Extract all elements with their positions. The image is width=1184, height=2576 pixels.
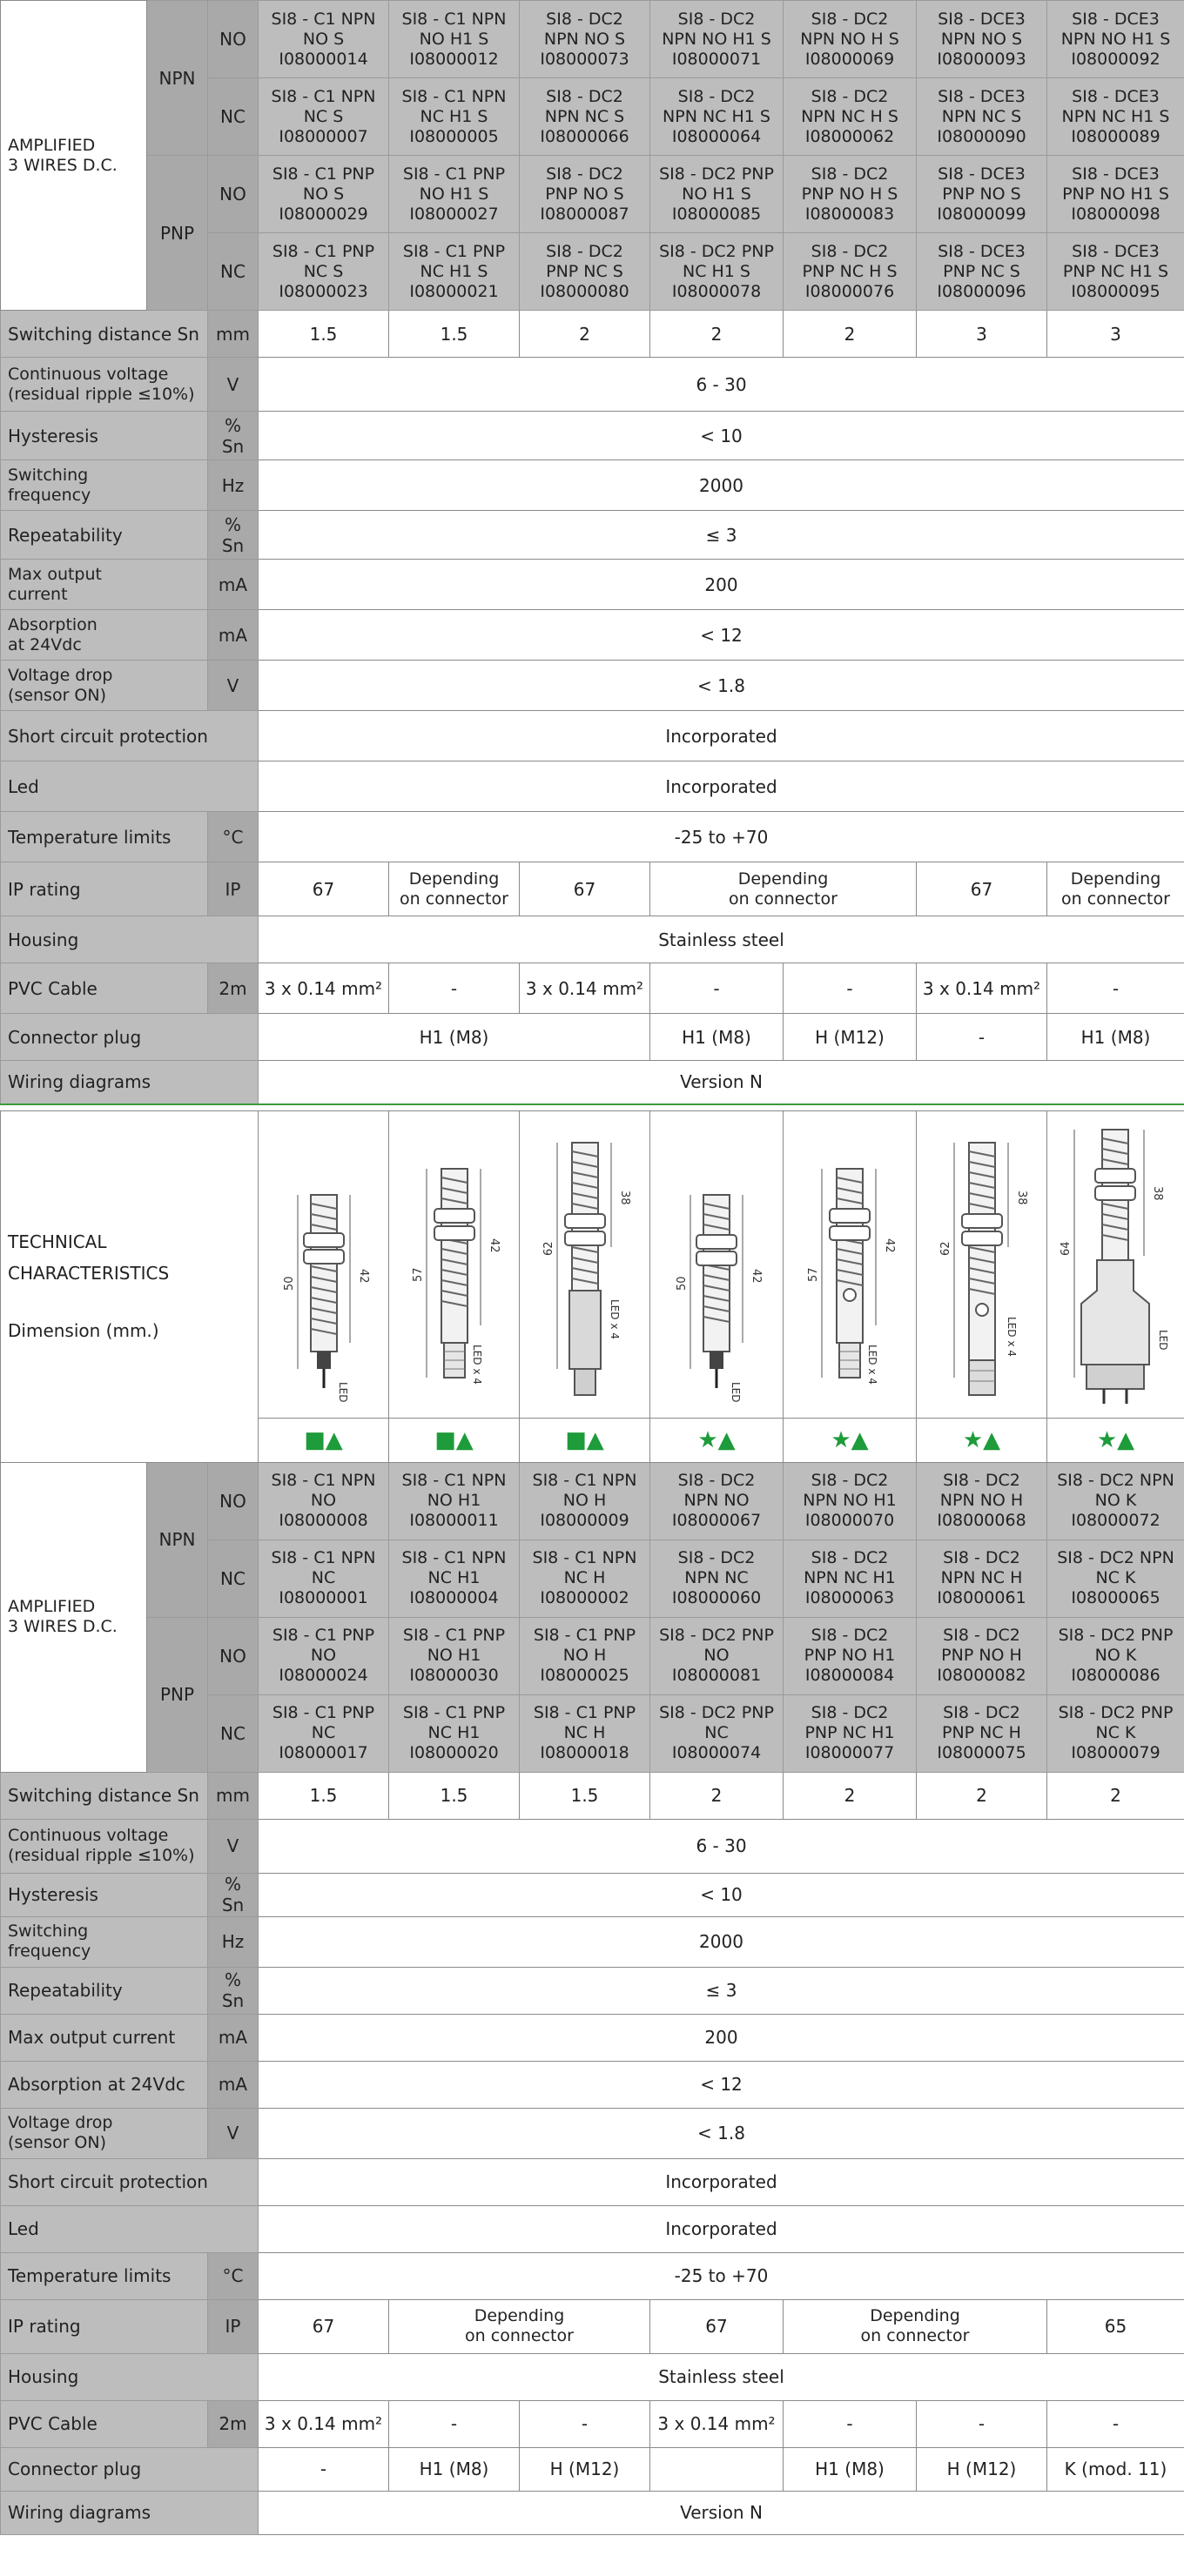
model-code: SI8 - DCE3 PNP NC H1 S I08000095 [1047,233,1184,311]
unit: % Sn [208,1967,259,2014]
cable-value: - [389,2400,520,2447]
plug-value: - [259,2447,389,2491]
sn-value: 3 [1047,311,1184,358]
model-code: SI8 - DC2 NPN NC H1 I08000063 [784,1540,917,1617]
wiring-value: Version N [259,1061,1184,1104]
nc-label: NC [208,78,259,156]
model-code: SI8 - DC2 PNP NC K I08000079 [1047,1694,1184,1772]
unit: mm [208,1772,259,1819]
cable-value: 3 x 0.14 mm² [259,963,389,1014]
sn-value: 2 [784,311,917,358]
cable-value: - [1047,2400,1184,2447]
row-label: Voltage drop (sensor ON) [1,2108,208,2158]
max-output-value: 200 [259,2014,1184,2061]
row-label: Switching distance Sn [1,1772,208,1819]
model-code: SI8 - DC2 PNP NO H1 S I08000085 [650,156,784,233]
cable-value: 3 x 0.14 mm² [650,2400,784,2447]
row-label: Led [1,2205,259,2252]
model-code: SI8 - DC2 PNP NO H S I08000083 [784,156,917,233]
row-label: Hysteresis [1,412,208,460]
plug-value: K (mod. 11) [1047,2447,1184,2491]
ip-value: Depending on connector [650,862,917,916]
absorption-value: < 12 [259,2061,1184,2108]
max-output-value: 200 [259,560,1184,610]
cable-value: 3 x 0.14 mm² [520,963,650,1014]
cable-value: - [389,963,520,1014]
model-code: SI8 - DC2 PNP NO I08000081 [650,1617,784,1694]
type-symbols: ★▲ [784,1418,917,1462]
unit: mA [208,2061,259,2108]
row-label: Hysteresis [1,1873,208,1916]
sn-value: 1.5 [259,1772,389,1819]
unit: 2m [208,2400,259,2447]
sensor-dc2-short-drawing [656,1117,777,1412]
row-label: Connector plug [1,1014,259,1061]
dimension-label: 42 [487,1238,501,1253]
model-code: SI8 - C1 PNP NC H I08000018 [520,1694,650,1772]
sn-value: 2 [784,1772,917,1819]
model-code: SI8 - C1 PNP NC S I08000023 [259,233,389,311]
led-label: LED x 4 [608,1298,621,1339]
model-code: SI8 - DC2 PNP NC H1 I08000077 [784,1694,917,1772]
ip-value: Depending on connector [389,862,520,916]
model-code: SI8 - DC2 PNP NC I08000074 [650,1694,784,1772]
unit: 2m [208,963,259,1014]
model-code: SI8 - C1 PNP NO S I08000029 [259,156,389,233]
voltage-drop-value: < 1.8 [259,2108,1184,2158]
wiring-value: Version N [259,2491,1184,2534]
row-label: Temperature limits [1,2252,208,2299]
cable-value: - [1047,963,1184,1014]
row-label: Repeatability [1,511,208,560]
row-label: Absorption at 24Vdc [1,610,208,661]
pnp-label: PNP [147,156,208,311]
model-code: SI8 - DCE3 PNP NO H1 S I08000098 [1047,156,1184,233]
sensor-drawing-6 [917,1110,1047,1418]
tech-title: TECHNICAL [8,1231,107,1252]
ip-value: 65 [1047,2299,1184,2353]
unit: °C [208,2252,259,2299]
dimension-label: 64 [1059,1240,1073,1256]
plug-value: H (M12) [917,2447,1047,2491]
plug-value: H1 (M8) [389,2447,520,2491]
unit: V [208,661,259,711]
model-code: SI8 - DC2 NPN NC K I08000065 [1047,1540,1184,1617]
cable-value: 3 x 0.14 mm² [917,963,1047,1014]
unit: V [208,1819,259,1873]
ip-value: Depending on connector [389,2299,650,2353]
model-code: SI8 - DC2 PNP NC H S I08000076 [784,233,917,311]
led-label: LED [336,1381,349,1403]
dimension-label: 62 [938,1240,952,1256]
sensor-drawing-2 [389,1110,520,1418]
model-code: SI8 - DC2 NPN NC H S I08000062 [784,78,917,156]
led-label: LED x 4 [470,1344,483,1385]
plug-value [650,2447,784,2491]
row-label: IP rating [1,862,208,916]
housing-value: Stainless steel [259,2353,1184,2400]
unit: IP [208,2299,259,2353]
section-divider [1,1104,1184,1111]
npn-label: NPN [147,1462,208,1617]
group-label: AMPLIFIED 3 WIRES D.C. [1,1462,147,1772]
plug-value: H1 (M8) [259,1014,650,1061]
type-symbols: ★▲ [650,1418,784,1462]
row-label: Absorption at 24Vdc [1,2061,208,2108]
group-label: AMPLIFIED 3 WIRES D.C. [1,1,147,311]
sensor-c1-h1-drawing [394,1117,515,1412]
model-code: SI8 - DC2 PNP NC H1 S I08000078 [650,233,784,311]
dimension-label: Dimension (mm.) [8,1320,159,1341]
model-code: SI8 - C1 PNP NC H1 I08000020 [389,1694,520,1772]
dimension-label: 50 [676,1275,689,1291]
sensor-drawing-5 [784,1110,917,1418]
sensor-c1-cable-drawing [263,1117,385,1412]
row-label: Repeatability [1,1967,208,2014]
model-code: SI8 - C1 PNP NC I08000017 [259,1694,389,1772]
model-code: SI8 - DCE3 NPN NO H1 S I08000092 [1047,1,1184,78]
tech-title-2: CHARACTERISTICS [8,1263,170,1284]
sn-value: 1.5 [389,311,520,358]
cable-value: 3 x 0.14 mm² [259,2400,389,2447]
led-value: Incorporated [259,761,1184,812]
model-code: SI8 - C1 NPN NO H1 I08000011 [389,1462,520,1540]
dimension-label: 42 [356,1268,370,1284]
dimension-label: 50 [282,1275,296,1291]
sensor-drawing-3 [520,1110,650,1418]
row-label: Wiring diagrams [1,1061,259,1104]
model-code: SI8 - DC2 PNP NO S I08000087 [520,156,650,233]
unit: V [208,358,259,412]
row-label: Short circuit protection [1,2158,259,2205]
ip-value: Depending on connector [1047,862,1184,916]
frequency-value: 2000 [259,1916,1184,1967]
model-code: SI8 - C1 NPN NC H I08000002 [520,1540,650,1617]
model-code: SI8 - C1 PNP NO H I08000025 [520,1617,650,1694]
row-label: Short circuit protection [1,711,259,761]
model-code: SI8 - DCE3 NPN NC H1 S I08000089 [1047,78,1184,156]
sn-value: 1.5 [389,1772,520,1819]
model-code: SI8 - DCE3 PNP NC S I08000096 [917,233,1047,311]
nc-label: NC [208,233,259,311]
sn-value: 2 [1047,1772,1184,1819]
dimension-label: 42 [883,1238,896,1253]
row-label: Temperature limits [1,812,208,862]
unit: V [208,2108,259,2158]
model-code: SI8 - DC2 PNP NC S I08000080 [520,233,650,311]
dimension-label: 38 [1014,1190,1028,1205]
ip-value: 67 [259,862,389,916]
sn-value: 2 [520,311,650,358]
voltage-value: 6 - 30 [259,1819,1184,1873]
row-label: Voltage drop (sensor ON) [1,661,208,711]
model-code: SI8 - DC2 PNP NO K I08000086 [1047,1617,1184,1694]
unit: mm [208,311,259,358]
row-label: Switching frequency [1,1916,208,1967]
row-label: Connector plug [1,2447,259,2491]
row-label: IP rating [1,2299,208,2353]
ip-value: 67 [520,862,650,916]
nc-label: NC [208,1540,259,1617]
hysteresis-value: < 10 [259,1873,1184,1916]
row-label: Housing [1,916,259,963]
row-label: Wiring diagrams [1,2491,259,2534]
dimension-label: 62 [542,1240,555,1256]
cable-value: - [784,963,917,1014]
led-label: LED [730,1381,742,1403]
model-code: SI8 - C1 NPN NO I08000008 [259,1462,389,1540]
type-symbols: ■▲ [520,1418,650,1462]
dimension-label: 38 [1150,1185,1164,1201]
row-label: Max output current [1,2014,208,2061]
absorption-value: < 12 [259,610,1184,661]
plug-value: - [917,1014,1047,1061]
repeatability-value: ≤ 3 [259,511,1184,560]
unit: % Sn [208,511,259,560]
sn-value: 2 [917,1772,1047,1819]
plug-value: H (M12) [784,1014,917,1061]
model-code: SI8 - DC2 NPN NC I08000060 [650,1540,784,1617]
temperature-value: -25 to +70 [259,2252,1184,2299]
pnp-label: PNP [147,1617,208,1772]
model-code: SI8 - DC2 NPN NC H1 S I08000064 [650,78,784,156]
row-label: PVC Cable [1,2400,208,2447]
sn-value: 1.5 [520,1772,650,1819]
model-code: SI8 - C1 NPN NC H1 S I08000005 [389,78,520,156]
model-code: SI8 - DC2 PNP NC H I08000075 [917,1694,1047,1772]
model-code: SI8 - C1 NPN NC S I08000007 [259,78,389,156]
sensor-dc2-k-drawing [1052,1117,1181,1412]
ip-value: Depending on connector [784,2299,1047,2353]
sn-value: 2 [650,311,784,358]
npn-label: NPN [147,1,208,156]
type-symbols: ★▲ [917,1418,1047,1462]
led-value: Incorporated [259,2205,1184,2252]
unit: % Sn [208,412,259,460]
row-label: PVC Cable [1,963,208,1014]
sensor-dc2-cable-drawing [524,1117,646,1412]
cable-value: - [520,2400,650,2447]
model-code: SI8 - C1 PNP NC H1 S I08000021 [389,233,520,311]
model-code: SI8 - DC2 NPN NO H1 S I08000071 [650,1,784,78]
unit: °C [208,812,259,862]
sn-value: 3 [917,311,1047,358]
row-label: Continuous voltage (residual ripple ≤10%) [1,1819,208,1873]
sn-value: 2 [650,1772,784,1819]
row-label: Switching distance Sn [1,311,208,358]
no-label: NO [208,1,259,78]
temperature-value: -25 to +70 [259,812,1184,862]
model-code: SI8 - C1 NPN NO H I08000009 [520,1462,650,1540]
model-code: SI8 - DCE3 NPN NO S I08000093 [917,1,1047,78]
unit: mA [208,560,259,610]
led-label: LED [1156,1329,1169,1351]
ip-value: 67 [650,2299,784,2353]
cable-value: - [784,2400,917,2447]
model-code: SI8 - DC2 NPN NC H I08000061 [917,1540,1047,1617]
sensor-dc2-h1-drawing [789,1117,911,1412]
unit: mA [208,2014,259,2061]
model-code: SI8 - DC2 PNP NO H I08000082 [917,1617,1047,1694]
row-label: Continuous voltage (residual ripple ≤10%) [1,358,208,412]
model-code: SI8 - C1 NPN NO H1 S I08000012 [389,1,520,78]
sensor-drawing-4 [650,1110,784,1418]
plug-value: H1 (M8) [650,1014,784,1061]
model-code: SI8 - DC2 PNP NO H1 I08000084 [784,1617,917,1694]
dimension-label: 57 [411,1266,425,1282]
frequency-value: 2000 [259,460,1184,511]
unit: Hz [208,460,259,511]
row-label: Max output current [1,560,208,610]
model-code: SI8 - C1 PNP NO H1 S I08000027 [389,156,520,233]
row-label: Switching frequency [1,460,208,511]
plug-value: H (M12) [520,2447,650,2491]
model-code: SI8 - DC2 NPN NO H I08000068 [917,1462,1047,1540]
model-code: SI8 - C1 NPN NO S I08000014 [259,1,389,78]
model-code: SI8 - DC2 NPN NO H S I08000069 [784,1,917,78]
unit: IP [208,862,259,916]
unit: % Sn [208,1873,259,1916]
model-code: SI8 - C1 PNP NO H1 I08000030 [389,1617,520,1694]
ip-value: 67 [259,2299,389,2353]
housing-value: Stainless steel [259,916,1184,963]
sensor-drawing-7 [1047,1110,1184,1418]
type-symbols: ■▲ [389,1418,520,1462]
no-label: NO [208,1617,259,1694]
cable-value: - [917,2400,1047,2447]
sn-value: 1.5 [259,311,389,358]
unit: mA [208,610,259,661]
short-circuit-value: Incorporated [259,711,1184,761]
type-symbols: ★▲ [1047,1418,1184,1462]
model-code: SI8 - DC2 NPN NO I08000067 [650,1462,784,1540]
no-label: NO [208,1462,259,1540]
model-code: SI8 - DC2 NPN NO K I08000072 [1047,1462,1184,1540]
model-code: SI8 - DCE3 NPN NC S I08000090 [917,78,1047,156]
technical-characteristics-block [1,1110,259,1462]
type-symbols: ■▲ [259,1418,389,1462]
cable-value: - [650,963,784,1014]
unit: Hz [208,1916,259,1967]
voltage-value: 6 - 30 [259,358,1184,412]
hysteresis-value: < 10 [259,412,1184,460]
sensor-drawing-1 [259,1110,389,1418]
nc-label: NC [208,1694,259,1772]
sensor-dc2-h-drawing [921,1117,1043,1412]
short-circuit-value: Incorporated [259,2158,1184,2205]
model-code: SI8 - DC2 NPN NO H1 I08000070 [784,1462,917,1540]
plug-value: H1 (M8) [784,2447,917,2491]
dimension-label: 57 [807,1266,820,1282]
no-label: NO [208,156,259,233]
model-code: SI8 - DC2 NPN NO S I08000073 [520,1,650,78]
model-code: SI8 - C1 NPN NC H1 I08000004 [389,1540,520,1617]
model-code: SI8 - C1 NPN NC I08000001 [259,1540,389,1617]
row-label: Housing [1,2353,259,2400]
row-label: Led [1,761,259,812]
model-code: SI8 - C1 PNP NO I08000024 [259,1617,389,1694]
ip-value: 67 [917,862,1047,916]
dimension-label: 38 [617,1190,631,1205]
repeatability-value: ≤ 3 [259,1967,1184,2014]
plug-value: H1 (M8) [1047,1014,1184,1061]
voltage-drop-value: < 1.8 [259,661,1184,711]
led-label: LED x 4 [1005,1316,1018,1357]
model-code: SI8 - DCE3 PNP NO S I08000099 [917,156,1047,233]
dimension-label: 42 [750,1268,763,1284]
led-label: LED x 4 [866,1344,878,1385]
model-code: SI8 - DC2 NPN NC S I08000066 [520,78,650,156]
